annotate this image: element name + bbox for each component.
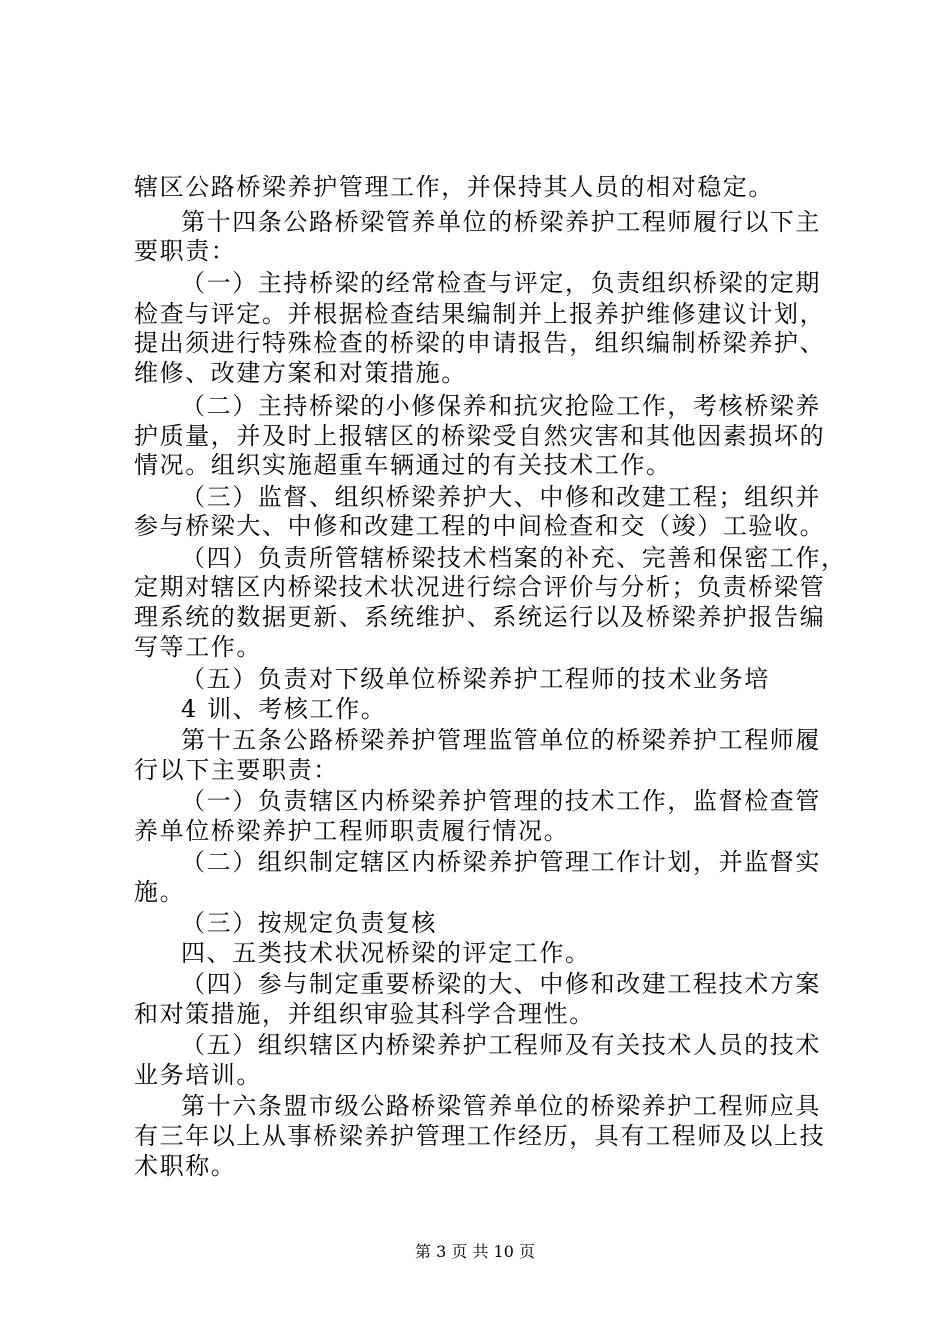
text-line: （三）监督、组织桥梁养护大、中修和改建工程；组织并	[181, 483, 821, 511]
text-line: 参与桥梁大、中修和改建工程的中间检查和交（竣）工验收。	[134, 512, 826, 540]
text-line: （一）负责辖区内桥梁养护管理的技术工作，监督检查管	[181, 787, 821, 815]
text-line: 情况。组织实施超重车辆通过的有关技术工作。	[134, 451, 672, 479]
text-line: 辖区公路桥梁养护管理工作，并保持其人员的相对稳定。	[134, 173, 774, 201]
text-line: 检查与评定。并根据检查结果编制并上报养护维修建议计划，	[134, 300, 826, 328]
text-line: （三）按规定负责复核	[181, 909, 437, 937]
text-line: 定期对辖区内桥梁技术状况进行综合评价与分析；负责桥梁管	[134, 573, 826, 601]
page-footer: 第 3 页 共 10 页	[415, 1242, 535, 1261]
text-line: 理系统的数据更新、系统维护、系统运行以及桥梁养护报告编	[134, 603, 826, 631]
text-line: 有三年以上从事桥梁养护管理工作经历，具有工程师及以上技	[134, 1122, 826, 1150]
text-line: 提出须进行特殊检查的桥梁的申请报告，组织编制桥梁养护、	[134, 329, 826, 357]
text-line: 护质量，并及时上报辖区的桥梁受自然灾害和其他因素损坏的	[134, 422, 826, 450]
text-line: 第十五条公路桥梁养护管理监管单位的桥梁养护工程师履	[181, 726, 821, 754]
text-line: （四）参与制定重要桥梁的大、中修和改建工程技术方案	[181, 970, 821, 998]
text-line: 要职责：	[134, 237, 237, 265]
text-line: （二）组织制定辖区内桥梁养护管理工作计划，并监督实	[181, 848, 821, 876]
text-line: （五）负责对下级单位桥梁养护工程师的技术业务培	[181, 665, 770, 693]
text-line: 业务培训。	[134, 1061, 262, 1089]
text-line: 4 训、考核工作。	[181, 695, 387, 723]
text-line: 维修、改建方案和对策措施。	[134, 359, 467, 387]
text-line: 术职称。	[134, 1152, 237, 1180]
text-line: （四）负责所管辖桥梁技术档案的补充、完善和保密工作，	[181, 544, 847, 572]
text-line: 第十六条盟市级公路桥梁管养单位的桥梁养护工程师应具	[181, 1092, 821, 1120]
text-line: （二）主持桥梁的小修保养和抗灾抢险工作，考核桥梁养	[181, 392, 821, 420]
text-line: 四、五类技术状况桥梁的评定工作。	[181, 939, 591, 967]
text-line: 和对策措施，并组织审验其科学合理性。	[134, 1000, 595, 1028]
text-line: 写等工作。	[134, 633, 262, 661]
text-line: （五）组织辖区内桥梁养护工程师及有关技术人员的技术	[181, 1031, 821, 1059]
text-line: 行以下主要职责：	[134, 756, 339, 784]
text-line: （一）主持桥梁的经常检查与评定，负责组织桥梁的定期	[181, 269, 821, 297]
text-line: 第十四条公路桥梁管养单位的桥梁养护工程师履行以下主	[181, 208, 821, 236]
text-line: 养单位桥梁养护工程师职责履行情况。	[134, 817, 570, 845]
text-line: 施。	[134, 878, 186, 906]
